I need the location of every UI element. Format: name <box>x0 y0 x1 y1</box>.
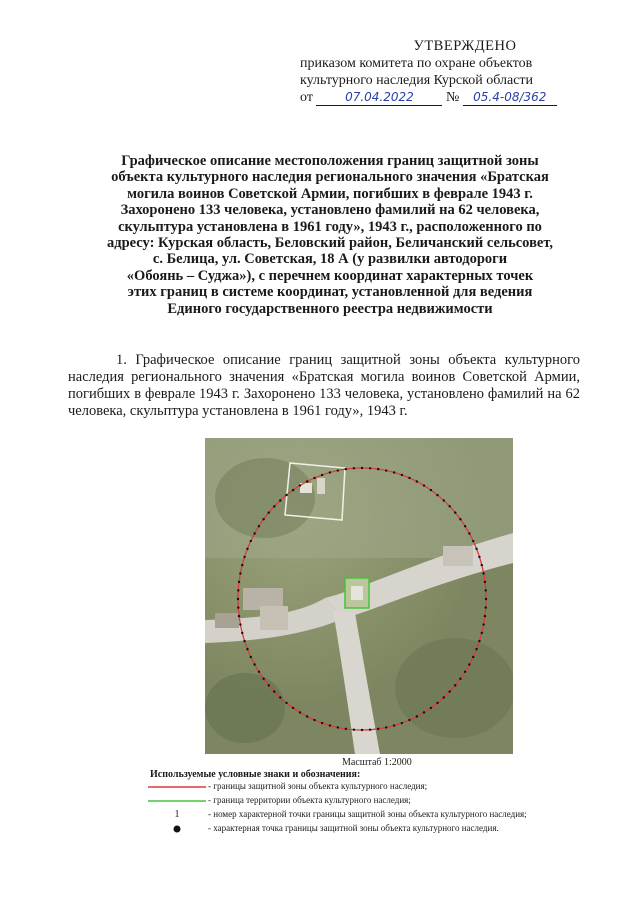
title-line: адресу: Курская область, Беловский район, Беличанский сельсовет, <box>107 235 553 252</box>
boundary-point <box>454 684 456 686</box>
boundary-point <box>262 678 264 680</box>
boundary-point <box>484 581 486 583</box>
boundary-point <box>377 728 379 730</box>
title-line: Графическое описание местоположения границ защитной зоны <box>121 153 539 169</box>
boundary-point <box>250 656 252 658</box>
boundary-point <box>345 728 347 730</box>
boundary-point <box>443 499 445 501</box>
title-line: этих границ в системе координат, установленной для ведения <box>127 284 533 301</box>
boundary-point <box>448 690 450 692</box>
boundary-point <box>468 532 470 534</box>
boundary-point <box>321 722 323 724</box>
boundary-point <box>436 494 438 496</box>
legend-text: - характерная точка границы защитной зоны объекта культурного наследия. <box>208 823 499 833</box>
boundary-point <box>262 518 264 520</box>
boundary-point <box>258 525 260 527</box>
boundary-point <box>241 632 243 634</box>
boundary-point <box>268 511 270 513</box>
approval-block <box>300 38 600 106</box>
building <box>317 478 325 494</box>
point-number-symbol: 1 <box>174 809 180 820</box>
boundary-point <box>273 690 275 692</box>
building <box>443 546 473 566</box>
boundary-point <box>253 663 255 665</box>
boundary-point <box>482 623 484 625</box>
approval-date-line <box>300 89 600 106</box>
trees-patch <box>205 673 285 743</box>
legend-item-point <box>148 822 568 836</box>
boundary-point <box>472 540 474 542</box>
title-line: Единого государственного реестра недвижимости <box>167 300 493 317</box>
boundary-point <box>292 707 294 709</box>
section-1-text: 1. Графическое описание границ защитной зоны объекта культурного наследия регионального значения «Братская могила воинов Советской Армии, погибших в феврале 1943 г. Захоронено 133 человека, установлено фамилий на 62 человека, скульптура установлена в 1961 году», 1943 г. <box>68 352 580 419</box>
boundary-point <box>243 556 245 558</box>
boundary-point <box>416 715 418 717</box>
boundary-point <box>443 696 445 698</box>
boundary-point <box>337 469 339 471</box>
boundary-point <box>401 722 403 724</box>
boundary-point <box>345 468 347 470</box>
approval-line-2: культурного наследия Курской области <box>300 73 534 88</box>
boundary-point <box>246 648 248 650</box>
title-line: «Обоянь – Суджа»), с перечнем координат характерных точек <box>126 267 534 284</box>
legend-item-territory <box>148 794 568 808</box>
boundary-point <box>361 729 363 731</box>
aerial-map <box>205 438 513 754</box>
building <box>215 613 239 628</box>
legend-text: - граница территории объекта культурного наследия; <box>208 795 411 805</box>
legend-item-boundary <box>148 780 568 794</box>
red-line-icon <box>148 780 206 794</box>
boundary-point <box>299 484 301 486</box>
section-1-paragraph <box>68 352 580 420</box>
boundary-point <box>430 489 432 491</box>
boundary-point <box>475 648 477 650</box>
boundary-point <box>239 572 241 574</box>
title-line: Захоронено 133 человека, установлено фамилий на 62 человека, <box>120 202 540 219</box>
boundary-point <box>393 724 395 726</box>
boundary-point <box>285 494 287 496</box>
boundary-point <box>423 711 425 713</box>
boundary-point <box>459 678 461 680</box>
boundary-point <box>337 726 339 728</box>
boundary-point <box>250 540 252 542</box>
boundary-point <box>243 640 245 642</box>
boundary-point <box>237 589 239 591</box>
boundary-point <box>416 480 418 482</box>
boundary-point <box>239 623 241 625</box>
boundary-point <box>313 719 315 721</box>
legend-item-point-number <box>148 808 568 822</box>
boundary-point <box>448 505 450 507</box>
boundary-point <box>299 711 301 713</box>
boundary-point <box>481 564 483 566</box>
boundary-point <box>481 632 483 634</box>
boundary-point <box>475 548 477 550</box>
boundary-point <box>393 471 395 473</box>
boundary-point <box>459 518 461 520</box>
boundary-point <box>478 556 480 558</box>
boundary-point <box>279 696 281 698</box>
legend-text: - границы защитной зоны объекта культурного наследия; <box>208 781 428 791</box>
map-scale: Масштаб 1:2000 <box>342 757 412 768</box>
dot-icon <box>148 822 206 836</box>
boundary-point <box>423 484 425 486</box>
boundary-point <box>329 471 331 473</box>
boundary-point <box>482 572 484 574</box>
boundary-point <box>306 715 308 717</box>
boundary-point <box>273 505 275 507</box>
boundary-point <box>369 729 371 731</box>
boundary-point <box>306 480 308 482</box>
legend <box>148 769 568 836</box>
title-line: могила воинов Советской Армии, погибших в феврале 1943 г. <box>127 185 533 202</box>
boundary-point <box>430 707 432 709</box>
boundary-point <box>238 615 240 617</box>
boundary-point <box>484 615 486 617</box>
boundary-point <box>478 640 480 642</box>
title-line: скульптура установлена в 1961 году», 1943 г., расположенного по <box>118 218 542 235</box>
trees-patch <box>395 638 513 738</box>
boundary-point <box>329 724 331 726</box>
boundary-point <box>313 477 315 479</box>
trees-patch <box>215 458 315 538</box>
boundary-point <box>246 548 248 550</box>
boundary-point <box>485 606 487 608</box>
boundary-point <box>292 489 294 491</box>
approval-heading: УТВЕРЖДЕНО <box>413 38 517 54</box>
boundary-point <box>385 726 387 728</box>
green-line-icon <box>148 794 206 808</box>
boundary-point <box>436 702 438 704</box>
boundary-point <box>369 467 371 469</box>
boundary-point <box>279 499 281 501</box>
building <box>260 606 288 630</box>
boundary-point <box>472 656 474 658</box>
boundary-point <box>464 671 466 673</box>
title-line: с. Белица, ул. Советская, 18 А (у развилки автодороги <box>152 251 508 268</box>
boundary-point <box>485 598 487 600</box>
boundary-point <box>401 474 403 476</box>
boundary-point <box>454 511 456 513</box>
boundary-point <box>377 468 379 470</box>
map-svg <box>205 438 513 754</box>
boundary-point <box>353 729 355 731</box>
boundary-point <box>237 606 239 608</box>
title-line: объекта культурного наследия регионального значения «Братская <box>111 169 549 186</box>
boundary-point <box>241 564 243 566</box>
boundary-point <box>237 598 239 600</box>
boundary-point <box>238 581 240 583</box>
number-prefix: № <box>445 90 460 105</box>
boundary-point <box>408 477 410 479</box>
monument <box>351 586 363 600</box>
legend-heading: Используемые условные знаки и обозначения: <box>150 769 361 780</box>
legend-text: - номер характерной точки границы защитной зоны объекта культурного наследия; <box>208 809 527 819</box>
approval-line-1: приказом комитета по охране объектов <box>300 56 533 71</box>
boundary-point <box>321 474 323 476</box>
boundary-point <box>268 684 270 686</box>
boundary-point <box>353 467 355 469</box>
boundary-point <box>258 671 260 673</box>
boundary-point <box>253 532 255 534</box>
boundary-point <box>464 525 466 527</box>
approval-number: 05.4-08/362 <box>463 90 557 106</box>
boundary-point <box>408 719 410 721</box>
date-prefix: от <box>300 90 313 105</box>
approval-date: 07.04.2022 <box>316 90 442 106</box>
boundary-point <box>385 469 387 471</box>
boundary-point <box>285 702 287 704</box>
boundary-point <box>468 663 470 665</box>
boundary-point <box>485 589 487 591</box>
boundary-point <box>361 467 363 469</box>
document-title <box>90 153 570 317</box>
